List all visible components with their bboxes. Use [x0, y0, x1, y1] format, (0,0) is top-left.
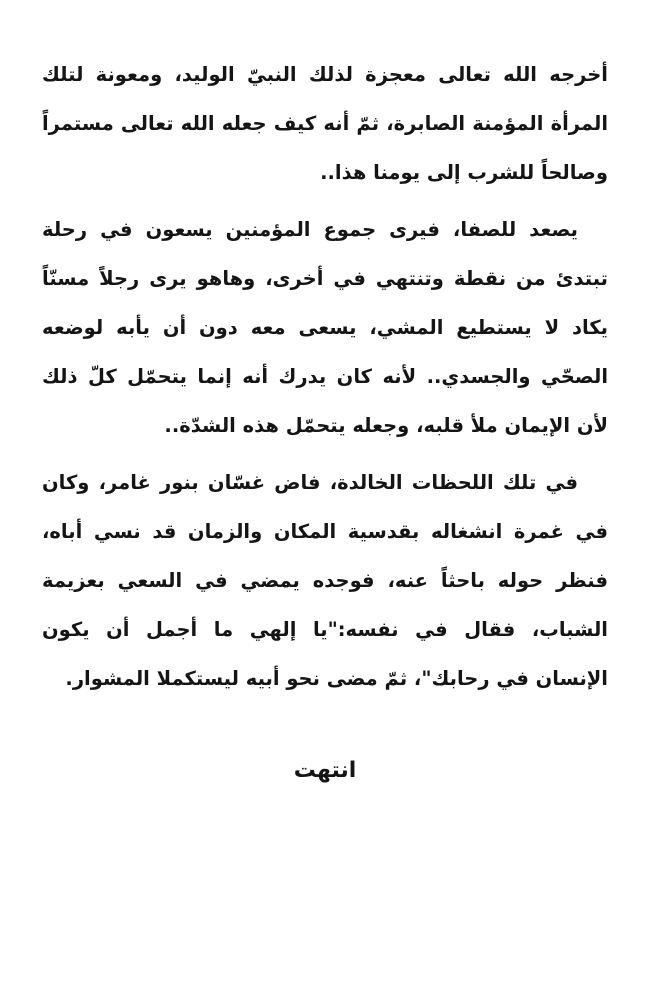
- paragraph-gap: [42, 197, 608, 205]
- end-marker: انتهت: [293, 758, 357, 783]
- paragraph-3: في تلك اللحظات الخالدة، فاض غسّان بنور غامر، وكان في غمرة انشغاله بقدسية المكان والزمان قد نسي أباه، فنظر حوله باحثاً عنه، فوجده يمضي في السعي بعزيمة الشباب، فقال في نفسه:"يا إلهي ما أجمل أن يكون الإنسان في رحابك"، ثمّ مضى نحو أبيه ليستكملا المشوار.: [42, 471, 608, 690]
- page-content: [42, 50, 608, 703]
- paragraph-2: يصعد للصفا، فيرى جموع المؤمنين يسعون في رحلة تبتدئ من نقطة وتنتهي في أخرى، وهاهو يرى رجلاً مسنّاً يكاد لا يستطيع المشي، يسعى معه دون أن يأبه لوضعه الصحّي والجسدي.. لأنه كان يدرك أنه إنما يتحمّل كلّ ذلك لأن الإيمان ملأ قلبه، وجعله يتحمّل هذه الشدّة..: [42, 218, 608, 437]
- paragraph-1: أخرجه الله تعالى معجزة لذلك النبيّ الوليد، ومعونة لتلك المرأة المؤمنة الصابرة، ثمّ أنه كيف جعله الله تعالى مستمراً وصالحاً للشرب إلى يومنا هذا..: [42, 63, 608, 184]
- paragraph-gap: [42, 450, 608, 458]
